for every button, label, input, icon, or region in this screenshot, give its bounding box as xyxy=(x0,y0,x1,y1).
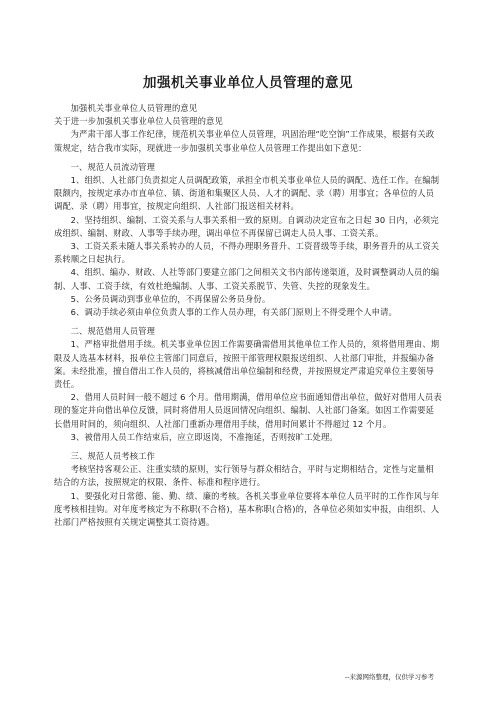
section-3-heading: 三、规范人员考核工作 xyxy=(70,451,156,462)
document-subtitle: 加强机关事业单位人员管理的意见 xyxy=(70,103,198,113)
document-title: 加强机关事业单位人员管理的意见 xyxy=(143,75,353,91)
section-2-item: 1、严格审批借用手续。机关事业单位因工作需要确需借用其他单位工作人员的，须将借用理由、期限及人选基本材料，报单位主管部门同意后，按照干部管理权限报送组织、人社部门审批，并报编办备案。未经批准，擅自借出工作人员的，将核减借出单位编制和经费，并按照规定严肃追究单位主要领导责任。 xyxy=(54,339,440,390)
section-1-item: 6、调动手续必须由单位负责人事的工作人员办理，有关部门原则上不得受理个人申请。 xyxy=(70,307,398,318)
section-2-item: 3、被借用人员工作结束后，应立即返岗，不准拖延，否则按旷工处理。 xyxy=(70,431,338,442)
section-1-item: 1、组织、人社部门负责拟定人员调配政策，承担全市机关事业单位人员的调配、选任工作。在编制限额内，按规定承办市直单位、镇、街道和集聚区人员、人才的调配、录（聘）用事宜；各单位的人员调配、录（聘）用事宜，按规定向组织、人社部门报送相关材料。 xyxy=(54,175,440,212)
section-1-heading: 一、规范人员流动管理 xyxy=(70,161,156,172)
section-2-heading: 二、规范借用人员管理 xyxy=(70,326,156,337)
intro-paragraph: 为严肃干部人事工作纪律，规范机关事业单位人员管理，巩固治理“吃空饷”工作成果，根据有关政策规定，结合我市实际，现就进一步加强机关事业单位人员管理工作提出如下意见： xyxy=(54,129,435,153)
section-1-item: 5、公务员调动到事业单位的，不再保留公务员身份。 xyxy=(70,293,271,304)
source-footer: --来源网络整理，仅供学习参考 xyxy=(344,673,434,681)
section-3-item: 1、要强化对日常德、能、勤、绩、廉的考核。各机关事业单位要将本单位人员平时的工作作风与年度考核相挂钩。对年度考核定为不称职(不合格)，基本称职(合格)的，各单位必须如实申报，由组织、人社部门严格按照有关规定调整其工资待遇。 xyxy=(54,490,440,528)
section-2-item: 2、借用人员时间一般不超过 6 个月。借用期满，借用单位应书面通知借出单位，做好对借用人员表现的鉴定并向借出单位反馈，同时将借用人员返回情况向组织、编制、人社部门备案。如因工作需要延长借用时间的，须向组织、人社部门重新办理借用手续，借用时间累计不得超过 12 个月。 xyxy=(54,392,442,429)
section-1-item: 2、坚持组织、编制、工资关系与人事关系相一致的原则。自调动决定宣布之日起 30 日内，必须完成组织、编制、财政、人事等手续办理，调出单位不再保留已调走人员人事、工资关系。 xyxy=(54,214,439,238)
section-1-item: 4、组织、编办、财政、人社等部门要建立部门之间相关文书内部传递渠道，及时调整调动人员的编制、人事、工资手续，有效杜绝编制、人事、工资关系脱节、失管、失控的现象发生。 xyxy=(54,267,440,291)
document-subtitle-2: 关于进一步加强机关事业单位人员管理的意见 xyxy=(54,116,223,127)
section-3-item: 考核坚持客观公正、注重实绩的原则，实行领导与群众相结合，平时与定期相结合，定性与定量相结合的方法，按照规定的权限、条件、标准和程序进行。 xyxy=(54,464,434,488)
section-1-item: 3、工资关系未随人事关系转办的人员，不得办理职务晋升、工资晋级等手续，职务晋升的从工资关系转顺之日起执行。 xyxy=(54,241,440,265)
